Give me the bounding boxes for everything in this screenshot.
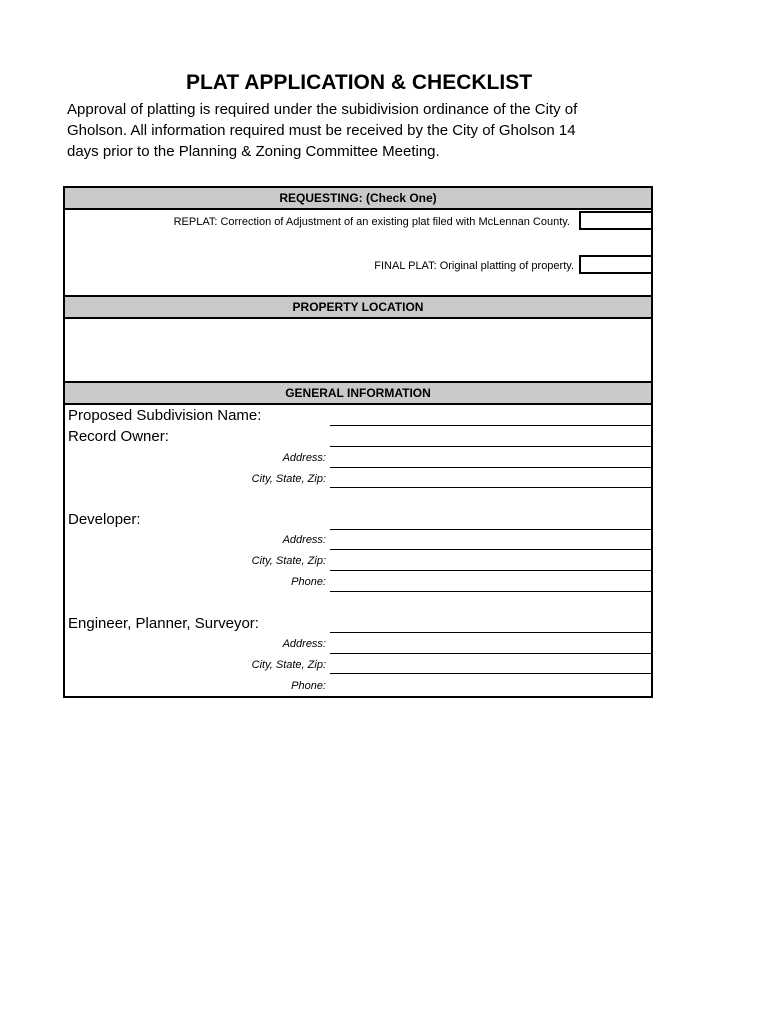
- property-location-header: PROPERTY LOCATION: [65, 297, 651, 319]
- developer-address-field[interactable]: [330, 549, 651, 550]
- form-title: PLAT APPLICATION & CHECKLIST: [185, 71, 533, 94]
- developer-phone-field[interactable]: [330, 591, 651, 592]
- record-owner-label: Record Owner:: [68, 428, 169, 445]
- replat-checkbox[interactable]: [579, 211, 651, 230]
- intro-paragraph: [67, 99, 647, 162]
- developer-label: Developer:: [68, 511, 141, 528]
- engineer-label: Engineer, Planner, Surveyor:: [68, 615, 259, 632]
- final-plat-checkbox[interactable]: [579, 255, 651, 274]
- subdivision-name-field[interactable]: [330, 425, 651, 426]
- developer-field[interactable]: [330, 529, 651, 530]
- subdivision-name-label: Proposed Subdivision Name:: [68, 407, 262, 424]
- record-owner-field[interactable]: [330, 446, 651, 447]
- record-owner-city-state-zip-field[interactable]: [330, 487, 651, 488]
- record-owner-city-state-zip-label: City, State, Zip:: [251, 473, 326, 485]
- developer-city-state-zip-field[interactable]: [330, 570, 651, 571]
- intro-line: days prior to the Planning & Zoning Committee Meeting.: [67, 143, 440, 160]
- developer-city-state-zip-label: City, State, Zip:: [251, 555, 326, 567]
- developer-phone-label: Phone:: [291, 576, 326, 588]
- record-owner-address-label: Address:: [282, 452, 326, 464]
- intro-line: Gholson. All information required must be received by the City of Gholson 14: [67, 122, 576, 139]
- final-plat-option-label: FINAL PLAT: Original platting of property.: [374, 260, 574, 272]
- replat-option-label: REPLAT: Correction of Adjustment of an existing plat filed with McLennan County.: [173, 216, 570, 228]
- engineer-city-state-zip-field[interactable]: [330, 673, 651, 674]
- developer-address-label: Address:: [282, 534, 326, 546]
- general-information-header: GENERAL INFORMATION: [65, 383, 651, 405]
- engineer-field[interactable]: [330, 632, 651, 633]
- engineer-address-label: Address:: [282, 638, 326, 650]
- engineer-phone-label: Phone:: [291, 680, 326, 692]
- application-form: [63, 186, 653, 698]
- engineer-city-state-zip-label: City, State, Zip:: [251, 659, 326, 671]
- intro-line: Approval of platting is required under the subidivision ordinance of the City of: [67, 101, 578, 118]
- record-owner-address-field[interactable]: [330, 467, 651, 468]
- requesting-header: REQUESTING: (Check One): [65, 188, 651, 210]
- engineer-address-field[interactable]: [330, 653, 651, 654]
- property-location-field[interactable]: [65, 319, 651, 381]
